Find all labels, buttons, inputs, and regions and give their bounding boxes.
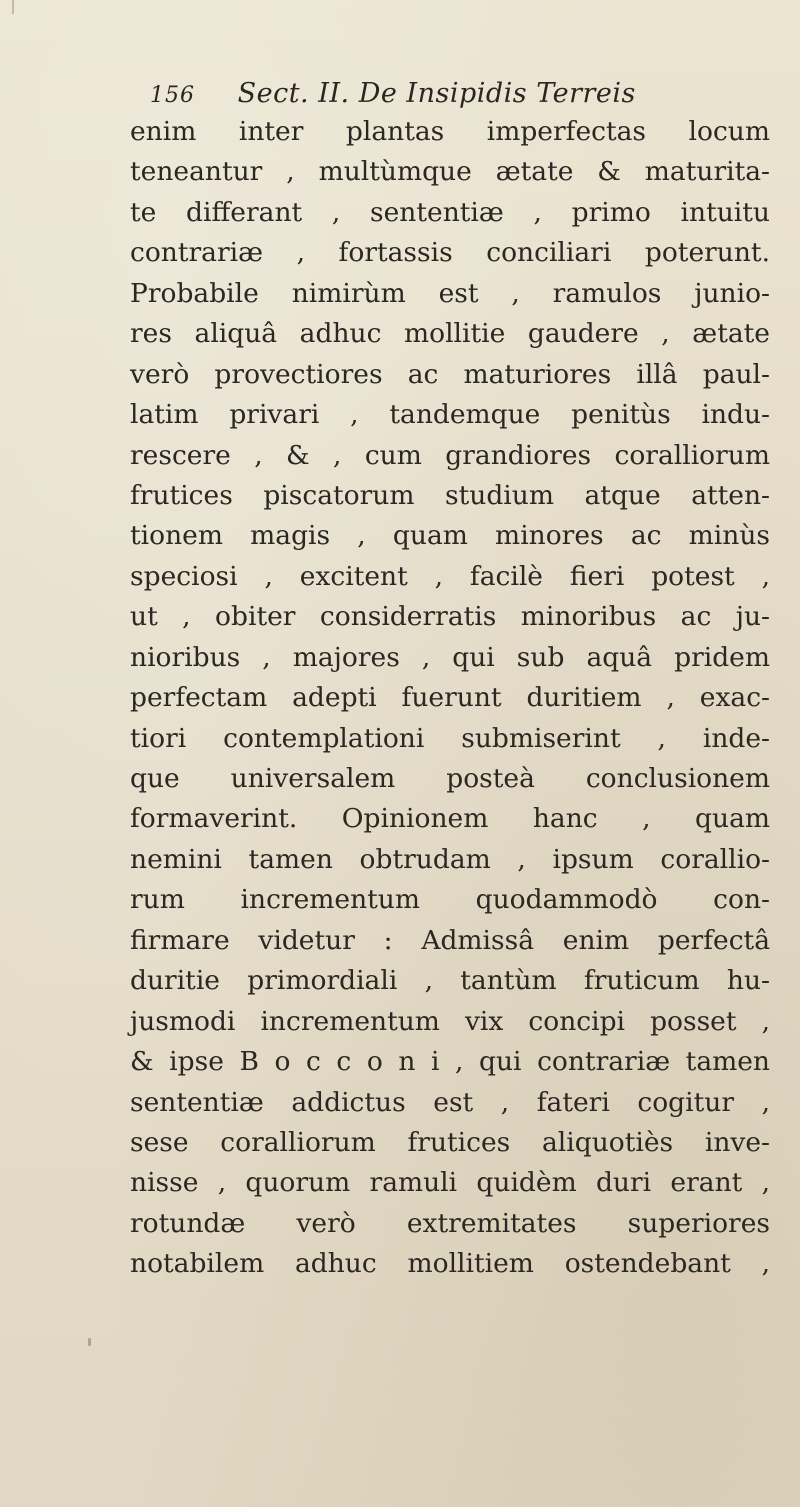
section-title: Sect. II. De Insipidis Terreis: [237, 78, 636, 109]
text-line: notabilem adhuc mollitiem ostendebant ,: [130, 1248, 770, 1280]
text-line: speciosi , excitent , facilè fieri potest ,: [130, 560, 770, 592]
text-line: rescere , & , cum grandiores coralliorum: [130, 439, 770, 471]
text-line: rotundæ verò extremitates superiores: [130, 1207, 770, 1239]
body-text: [130, 112, 770, 1285]
text-line: latim privari , tandemque penitùs indu-: [130, 399, 770, 431]
text-line: duritie primordiali , tantùm fruticum hu-: [130, 965, 770, 997]
text-line: tionem magis , quam minores ac minùs: [130, 520, 770, 552]
page-number: 156: [150, 83, 195, 108]
text-line: que universalem posteà conclusionem: [130, 763, 770, 794]
text-line: nisse , quorum ramuli quidèm duri erant ,: [130, 1167, 770, 1199]
text-line: ut , obiter considerratis minoribus ac ju-: [130, 601, 770, 633]
text-line: Probabile nimirùm est , ramulos junio-: [130, 277, 770, 309]
running-head: [150, 74, 710, 114]
page-edge-mark: [12, 0, 14, 14]
text-line: nemini tamen obtrudam , ipsum corallio-: [130, 843, 770, 875]
text-line: tiori contemplationi submiserint , inde-: [130, 722, 770, 754]
ink-speck: [88, 1338, 91, 1346]
text-line: enim inter plantas imperfectas locum: [130, 116, 770, 147]
text-line: frutices piscatorum studium atque atten-: [130, 479, 770, 511]
text-line: firmare videtur : Admissâ enim perfectâ: [130, 924, 770, 956]
text-line: res aliquâ adhuc mollitie gaudere , ætate: [130, 318, 770, 350]
text-line: sese coralliorum frutices aliquotiès inve-: [130, 1126, 770, 1158]
text-line: rum incrementum quodammodò con-: [130, 884, 770, 916]
text-line: perfectam adepti fuerunt duritiem , exac-: [130, 682, 770, 714]
text-line: formaverint. Opinionem hanc , quam: [130, 803, 770, 835]
text-line: sententiæ addictus est , fateri cogitur ,: [130, 1086, 770, 1118]
text-line: & ipse B o c c o n i , qui contrariæ tamen: [130, 1046, 770, 1078]
text-line: nioribus , majores , qui sub aquâ pridem: [130, 641, 770, 673]
text-line: te differant , sententiæ , primo intuitu: [130, 196, 770, 228]
text-line: jusmodi incrementum vix concipi posset ,: [130, 1005, 770, 1037]
text-line: contrariæ , fortassis conciliari poterunt.: [130, 237, 770, 269]
text-line: verò provectiores ac maturiores illâ paul-: [130, 358, 770, 390]
text-line: teneantur , multùmque ætate & maturita-: [130, 156, 770, 188]
